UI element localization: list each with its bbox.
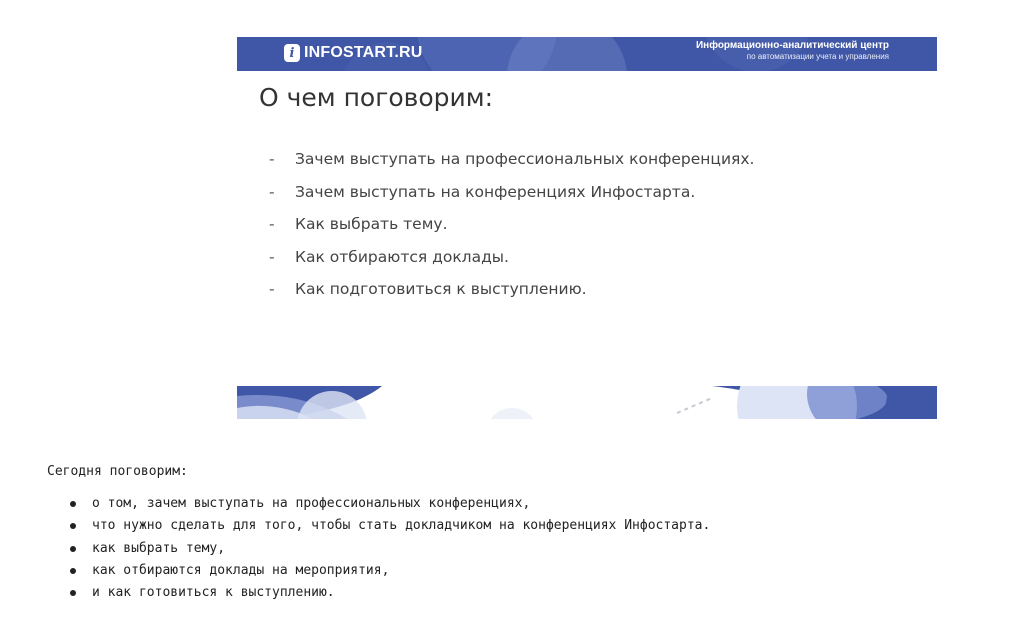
slide-list-item [269, 245, 754, 278]
article-list-item-text: и как готовиться к выступлению. [92, 585, 335, 601]
slide-list-item-text: Зачем выступать на профессиональных конференциях. [295, 150, 755, 168]
bullet-icon [70, 501, 76, 507]
article-list-item-text: о том, зачем выступать на профессиональных конференциях, [92, 496, 531, 511]
article-list-item [92, 584, 710, 606]
dash-marker: - [269, 247, 275, 266]
infostart-logo-icon: i [284, 44, 300, 62]
slide-list-item [269, 277, 754, 310]
slide-list-item [269, 147, 754, 180]
dash-marker: - [269, 215, 275, 233]
article-list-item [92, 540, 710, 562]
bullet-icon [70, 590, 76, 596]
article-list-item [92, 562, 710, 584]
article-list-item-text: как отбираются доклады на мероприятия, [92, 562, 390, 578]
bullet-icon [70, 523, 76, 529]
slide-footer-decoration [237, 386, 937, 419]
header-tagline-subtitle: по автоматизации учета и управления [746, 52, 889, 61]
dash-marker: - [269, 150, 275, 168]
footer-wave-decoration [237, 386, 937, 419]
header-tagline [696, 40, 889, 62]
article-list-item-text: как выбрать тему, [92, 540, 226, 556]
article-intro: Сегодня поговорим: [47, 464, 188, 479]
slide-list-item [269, 212, 754, 245]
article-list-item [92, 495, 710, 517]
dash-marker: - [269, 182, 275, 201]
slide-list-item-text: Как выбрать тему. [295, 215, 448, 233]
slide-list-item-text: Зачем выступать на конференциях Инфостарта. [295, 182, 696, 201]
presentation-slide-image [237, 37, 937, 419]
slide-list-item-text: Как подготовиться к выступлению. [295, 280, 587, 298]
dash-marker: - [269, 280, 275, 298]
slide-header-bar [237, 37, 937, 71]
slide-list-item-text: Как отбираются доклады. [295, 247, 509, 266]
infostart-logo [284, 43, 423, 63]
bullet-icon [70, 546, 76, 552]
logo-text: INFOSTART.RU [304, 44, 423, 61]
article-bullet-list [92, 495, 710, 606]
slide-title: О чем поговорим: [259, 83, 494, 112]
article-list-item [92, 517, 710, 539]
bullet-icon [70, 568, 76, 574]
header-tagline-title: Информационно-аналитический центр [695, 40, 889, 51]
slide-bullet-list [269, 147, 754, 310]
article-list-item-text: что нужно сделать для того, чтобы стать докладчиком на конференциях Инфостарта. [92, 518, 711, 534]
slide-list-item [269, 180, 754, 213]
